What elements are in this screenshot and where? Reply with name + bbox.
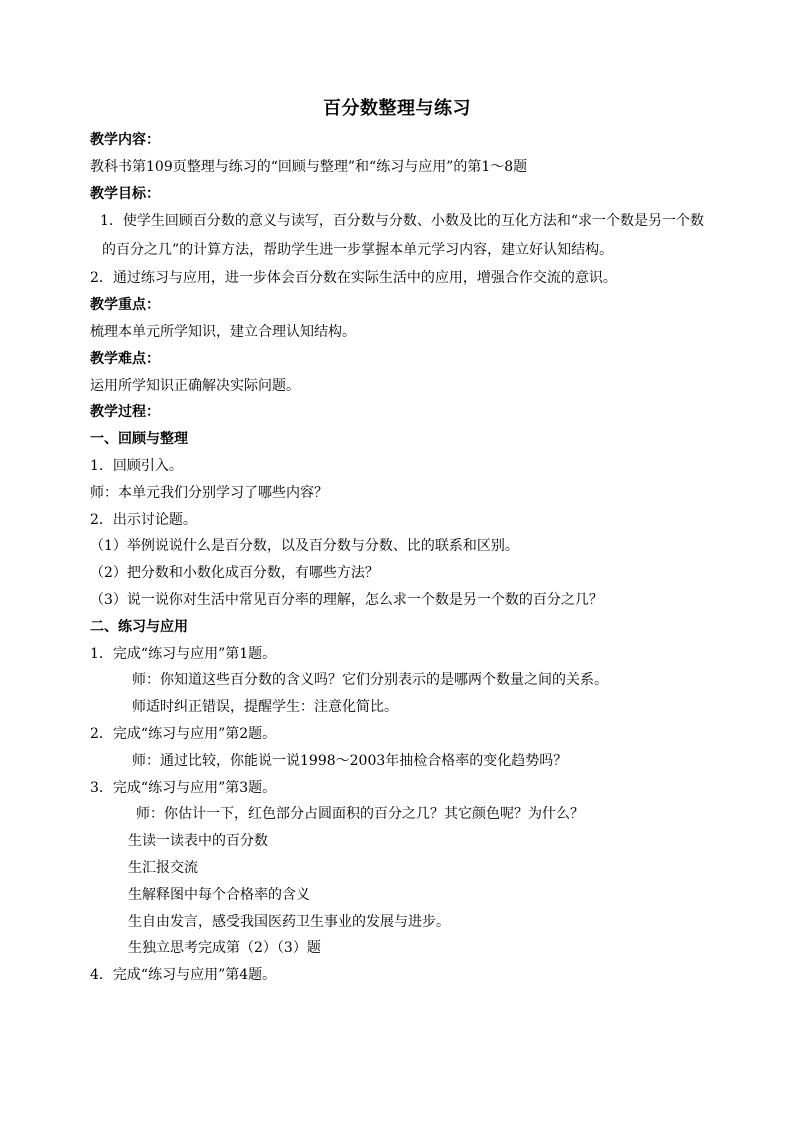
part1-heading: 一、回顾与整理	[90, 431, 188, 448]
part2-line: 师：你估计一下，红色部分占圆面积的百分之几？其它颜色呢？为什么？	[136, 806, 584, 823]
part1-line: 师：本单元我们分别学习了哪些内容？	[90, 484, 328, 501]
part2-line: 2．完成“练习与应用”第2题。	[90, 725, 277, 742]
part2-line: 生自由发言，感受我国医药卫生事业的发展与进步。	[128, 913, 450, 930]
teaching-goal-2: 2．通过练习与应用，进一步体会百分数在实际生活中的应用，增强合作交流的意识。	[90, 270, 617, 287]
part2-line: 师适时纠正错误，提醒学生：注意化简比。	[132, 699, 398, 716]
teaching-key-heading: 教学重点：	[90, 297, 160, 314]
page-title: 百分数整理与练习	[323, 98, 471, 119]
part2-line: 生解释图中每个合格率的含义	[128, 886, 310, 903]
teaching-difficulty-text: 运用所学知识正确解决实际问题。	[90, 377, 300, 394]
teaching-key-text: 梳理本单元所学知识，建立合理认知结构。	[90, 323, 356, 340]
part2-line: 师：你知道这些百分数的含义吗？它们分别表示的是哪两个数量之间的关系。	[132, 672, 608, 689]
document-body	[90, 127, 710, 989]
part2-line: 4．完成“练习与应用”第4题。	[90, 967, 277, 984]
part1-line: （1）举例说说什么是百分数，以及百分数与分数、比的联系和区别。	[90, 538, 519, 555]
part1-line: 1．回顾引入。	[90, 457, 183, 474]
part2-line: 生读一读表中的百分数	[128, 833, 268, 850]
teaching-process-heading: 教学过程：	[90, 404, 160, 421]
part1-line: 2．出示讨论题。	[90, 511, 197, 528]
teaching-content-heading: 教学内容：	[90, 132, 160, 148]
part2-line: 生独立思考完成第（2）（3）题	[128, 940, 321, 957]
teaching-goal-1: 1．使学生回顾百分数的意义与读写，百分数与分数、小数及比的互化方法和“求一个数是另一个数的百分之几”的计算方法，帮助学生进一步掌握本单元学习内容，建立好认知结构。	[100, 213, 705, 259]
teaching-goals-heading: 教学目标：	[90, 185, 160, 202]
part2-heading: 二、练习与应用	[90, 618, 188, 635]
part2-line: 3．完成“练习与应用”第3题。	[90, 779, 277, 796]
part2-line: 1．完成“练习与应用”第1题。	[90, 645, 277, 662]
part1-line: （3）说一说你对生活中常见百分率的理解，怎么求一个数是另一个数的百分之几？	[90, 591, 603, 608]
teaching-difficulty-heading: 教学难点：	[90, 350, 160, 367]
part2-line: 师：通过比较，你能说一说1998～2003年抽检合格率的变化趋势吗？	[132, 752, 568, 769]
part1-line: （2）把分数和小数化成百分数，有哪些方法？	[90, 565, 379, 582]
part2-line: 生汇报交流	[128, 859, 198, 876]
teaching-content-text: 教科书第109页整理与练习的“回顾与整理”和“练习与应用”的第1～8题	[90, 158, 528, 175]
